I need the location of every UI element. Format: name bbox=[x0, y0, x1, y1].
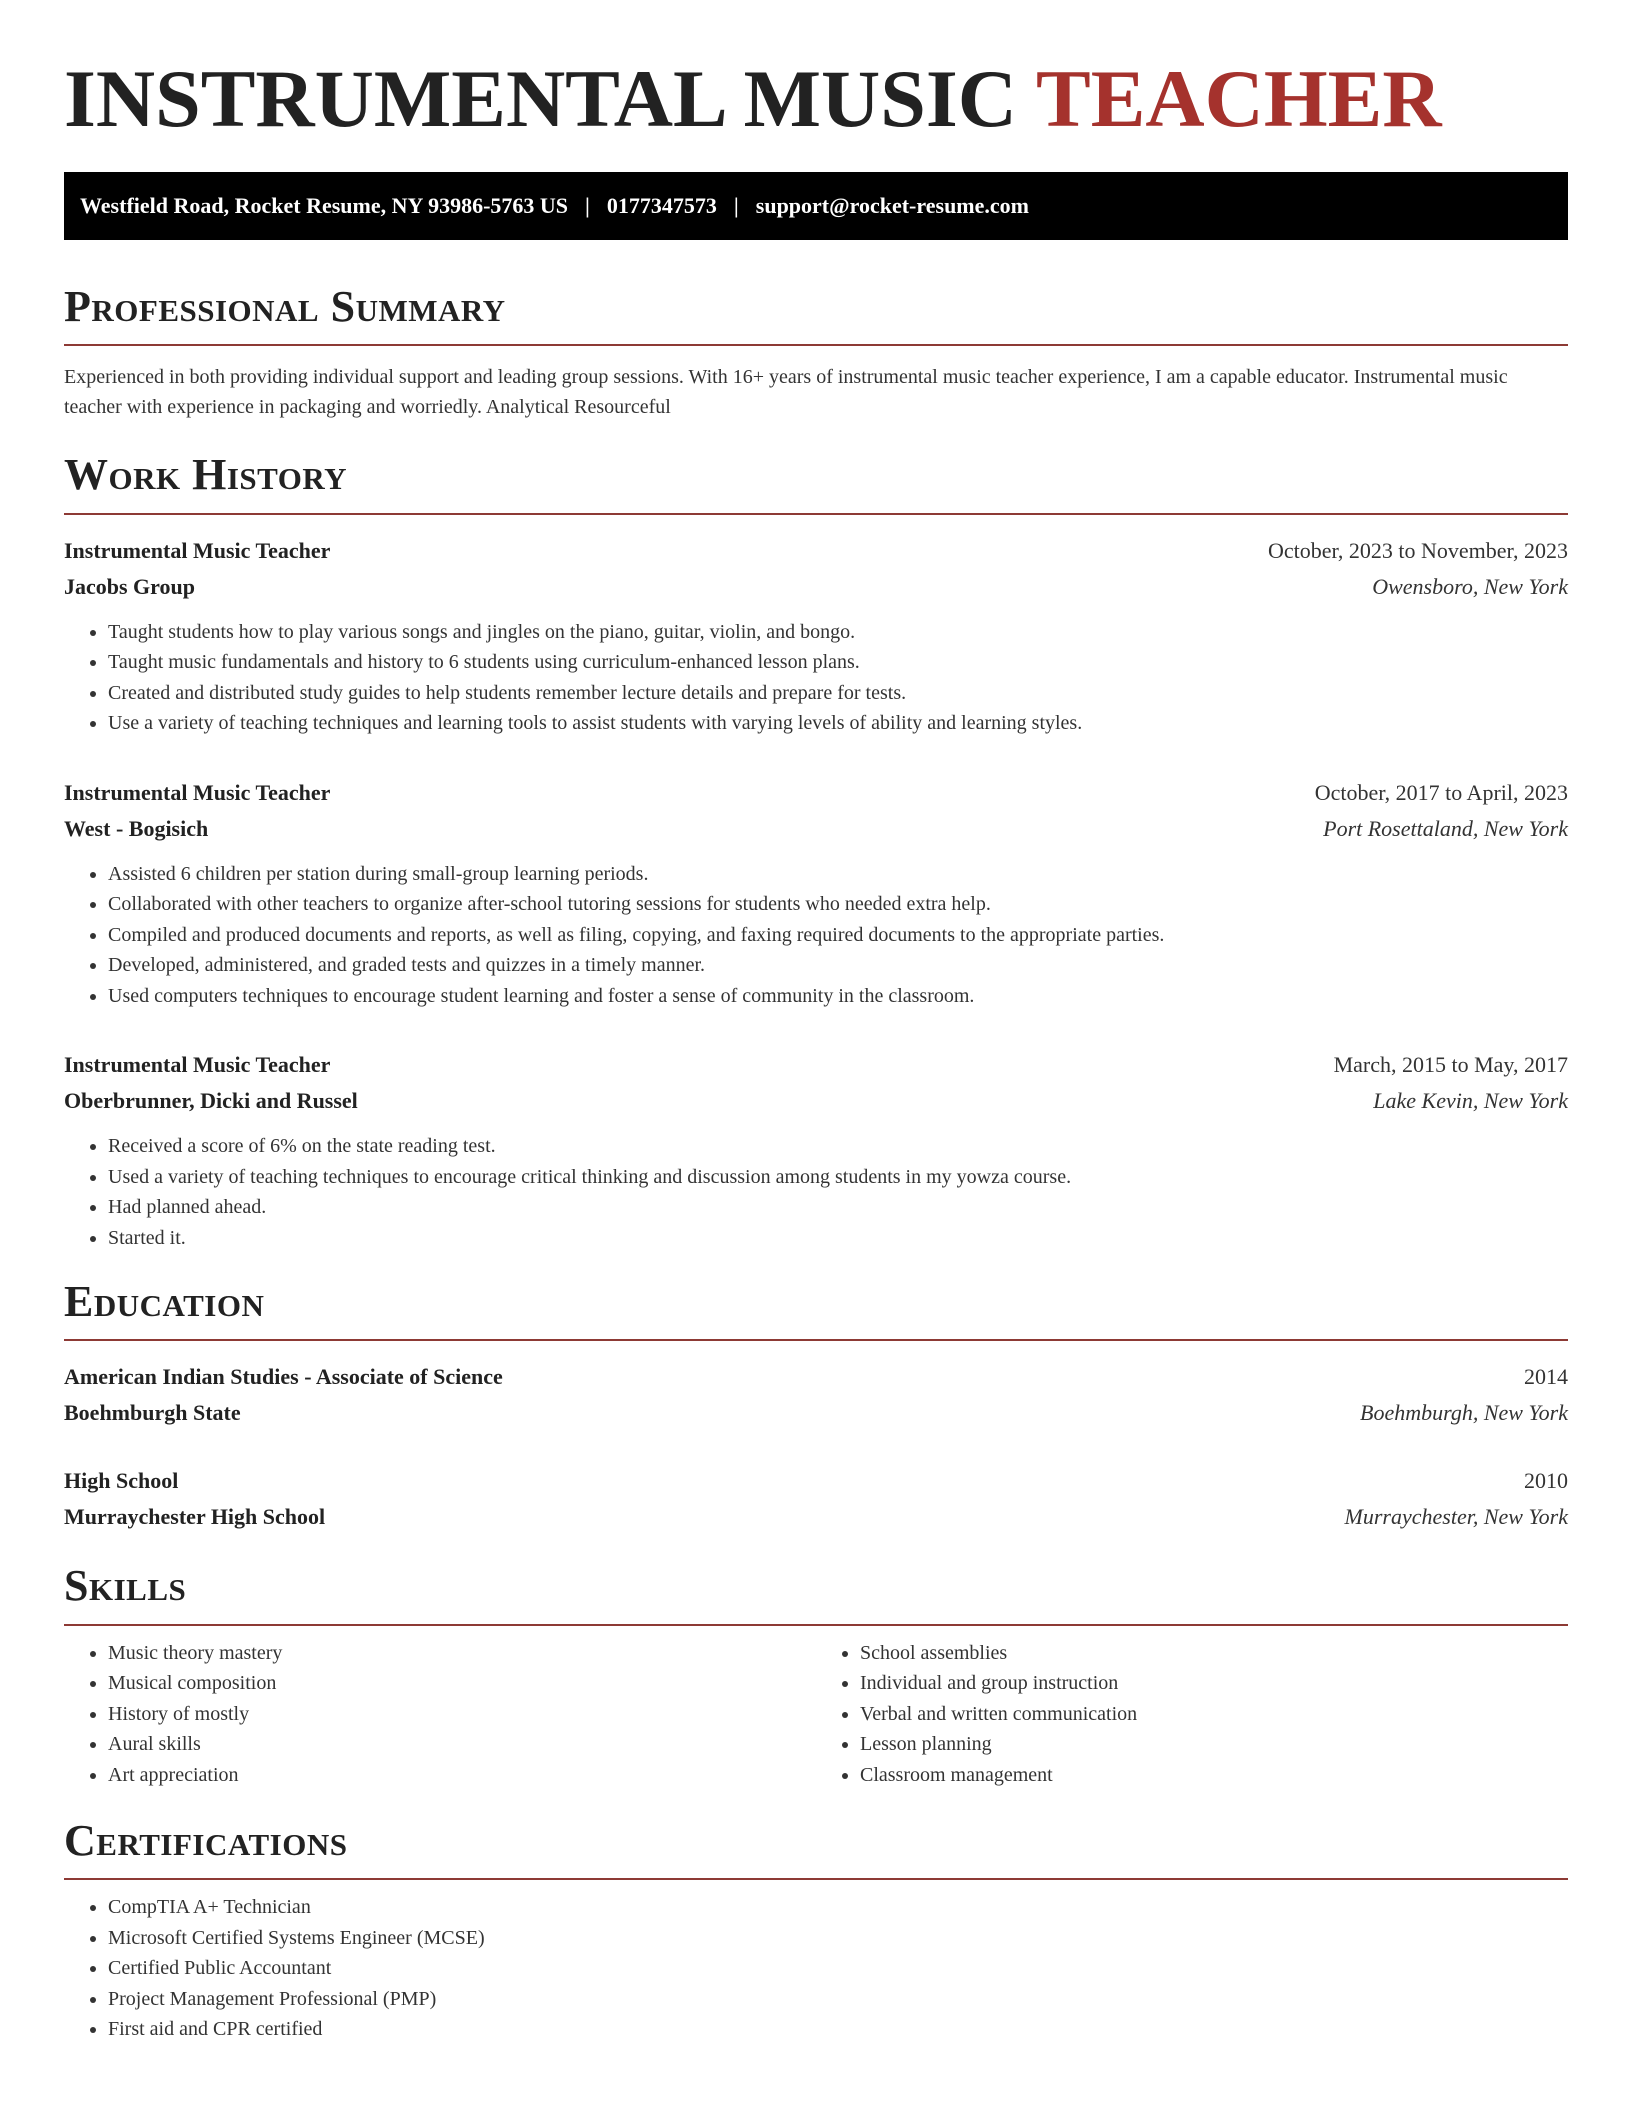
job-bullet: • Use a variety of teaching techniques and learning tools to assist students with varying levels of ability and learning styles. bbox=[108, 708, 1568, 739]
skill-item: • Musical composition bbox=[108, 1668, 816, 1699]
job-bullet: • Received a score of 6% on the state reading test. bbox=[108, 1131, 1568, 1162]
section-divider bbox=[64, 1878, 1568, 1880]
job-bullet: • Collaborated with other teachers to organize after-school tutoring sessions for students who needed extra help. bbox=[108, 889, 1568, 920]
job-bullets bbox=[64, 617, 1568, 739]
education-degree: American Indian Studies - Associate of Science bbox=[64, 1364, 503, 1390]
summary-heading: Professional Summary bbox=[64, 282, 506, 332]
job-dates: October, 2017 to April, 2023 bbox=[1314, 779, 1568, 805]
skill-item: • Lesson planning bbox=[860, 1729, 1568, 1760]
job-bullet: • Taught music fundamentals and history to 6 students using curriculum-enhanced lesson plans. bbox=[108, 647, 1568, 678]
education-school: Boehmburgh State bbox=[64, 1400, 241, 1426]
certification-item: • Certified Public Accountant bbox=[108, 1953, 1568, 1984]
skill-item: • Music theory mastery bbox=[108, 1638, 816, 1669]
skill-item: • Art appreciation bbox=[108, 1760, 816, 1791]
contact-address: Westfield Road, Rocket Resume, NY 93986-5763 US bbox=[80, 193, 569, 219]
skill-item: • Verbal and written communication bbox=[860, 1699, 1568, 1730]
skill-item: • History of mostly bbox=[108, 1699, 816, 1730]
job-bullet: • Started it. bbox=[108, 1223, 1568, 1254]
job-title: Instrumental Music Teacher bbox=[64, 537, 331, 563]
skill-item: • School assemblies bbox=[860, 1638, 1568, 1669]
job-dates: October, 2023 to November, 2023 bbox=[1267, 537, 1568, 563]
job-bullet: • Used a variety of teaching techniques to encourage critical thinking and discussion among students in my yowza course. bbox=[108, 1162, 1568, 1193]
title-accent: TEACHER bbox=[1036, 53, 1442, 144]
job-bullet: • Had planned ahead. bbox=[108, 1192, 1568, 1223]
job-location: Port Rosettaland, New York bbox=[1323, 815, 1568, 841]
certifications-heading: Certifications bbox=[64, 1816, 348, 1866]
certification-item: • First aid and CPR certified bbox=[108, 2014, 1568, 2045]
contact-bar bbox=[64, 172, 1568, 240]
job-company: Jacobs Group bbox=[64, 573, 196, 599]
summary-section bbox=[64, 284, 1568, 422]
job-bullet: • Created and distributed study guides to help students remember lecture details and prepare for tests. bbox=[108, 678, 1568, 709]
section-divider bbox=[64, 1339, 1568, 1341]
education-year: 2010 bbox=[1524, 1468, 1568, 1494]
job-bullets bbox=[64, 859, 1568, 1012]
contact-separator: | bbox=[733, 193, 739, 219]
education-section bbox=[64, 1279, 1568, 1535]
skill-item: • Classroom management bbox=[860, 1760, 1568, 1791]
education-school: Murraychester High School bbox=[64, 1504, 326, 1530]
job-bullet: • Compiled and produced documents and reports, as well as filing, copying, and faxing required documents to the appropriate parties. bbox=[108, 920, 1568, 951]
education-heading: Education bbox=[64, 1277, 265, 1327]
job-dates: March, 2015 to May, 2017 bbox=[1333, 1052, 1568, 1078]
work-history-section bbox=[64, 452, 1568, 1253]
job-bullets bbox=[64, 1131, 1568, 1253]
education-year: 2014 bbox=[1524, 1364, 1568, 1390]
job-company: West - Bogisich bbox=[64, 815, 209, 841]
contact-phone: 0177347573 bbox=[606, 193, 717, 219]
certification-item: • Microsoft Certified Systems Engineer (MCSE) bbox=[108, 1923, 1568, 1954]
education-degree: High School bbox=[64, 1468, 179, 1494]
work-history-heading: Work History bbox=[64, 450, 348, 500]
education-location: Boehmburgh, New York bbox=[1360, 1400, 1568, 1426]
job-entry bbox=[64, 533, 1568, 739]
section-divider bbox=[64, 344, 1568, 346]
job-location: Lake Kevin, New York bbox=[1373, 1088, 1568, 1114]
skills-heading: Skills bbox=[64, 1561, 187, 1611]
section-divider bbox=[64, 1624, 1568, 1626]
summary-text: Experienced in both providing individual support and leading group sessions. With 16+ years of instrumental music teacher experience, I am a capable educator. Instrumental music teacher with experience in packaging and worriedly. Analytical Resourceful bbox=[64, 366, 1508, 419]
contact-email: support@rocket-resume.com bbox=[755, 193, 1029, 219]
job-title: Instrumental Music Teacher bbox=[64, 779, 331, 805]
education-entry bbox=[64, 1359, 1568, 1431]
job-company: Oberbrunner, Dicki and Russel bbox=[64, 1088, 358, 1114]
job-bullet: • Developed, administered, and graded tests and quizzes in a timely manner. bbox=[108, 950, 1568, 981]
job-bullet: • Taught students how to play various songs and jingles on the piano, guitar, violin, and bongo. bbox=[108, 617, 1568, 648]
skills-column-right bbox=[816, 1638, 1568, 1791]
section-divider bbox=[64, 513, 1568, 515]
job-location: Owensboro, New York bbox=[1372, 573, 1568, 599]
certification-item: • Project Management Professional (PMP) bbox=[108, 1984, 1568, 2015]
skills-column-left bbox=[64, 1638, 816, 1791]
certifications-section bbox=[64, 1818, 1568, 2045]
skills-section bbox=[64, 1563, 1568, 1790]
job-title: Instrumental Music Teacher bbox=[64, 1052, 331, 1078]
title-main: INSTRUMENTAL MUSIC bbox=[64, 53, 1018, 144]
job-bullet: • Used computers techniques to encourage student learning and foster a sense of community in the classroom. bbox=[108, 981, 1568, 1012]
education-entry bbox=[64, 1463, 1568, 1535]
job-entry bbox=[64, 775, 1568, 1012]
education-location: Murraychester, New York bbox=[1344, 1504, 1568, 1530]
resume-title bbox=[64, 52, 1568, 146]
certification-item: • CompTIA A+ Technician bbox=[108, 1892, 1568, 1923]
certifications-list bbox=[64, 1892, 1568, 2045]
skills-grid bbox=[64, 1638, 1568, 1791]
contact-separator: | bbox=[585, 193, 590, 219]
skill-item: • Aural skills bbox=[108, 1729, 816, 1760]
job-entry bbox=[64, 1047, 1568, 1253]
job-bullet: • Assisted 6 children per station during small-group learning periods. bbox=[108, 859, 1568, 890]
skill-item: • Individual and group instruction bbox=[860, 1668, 1568, 1699]
